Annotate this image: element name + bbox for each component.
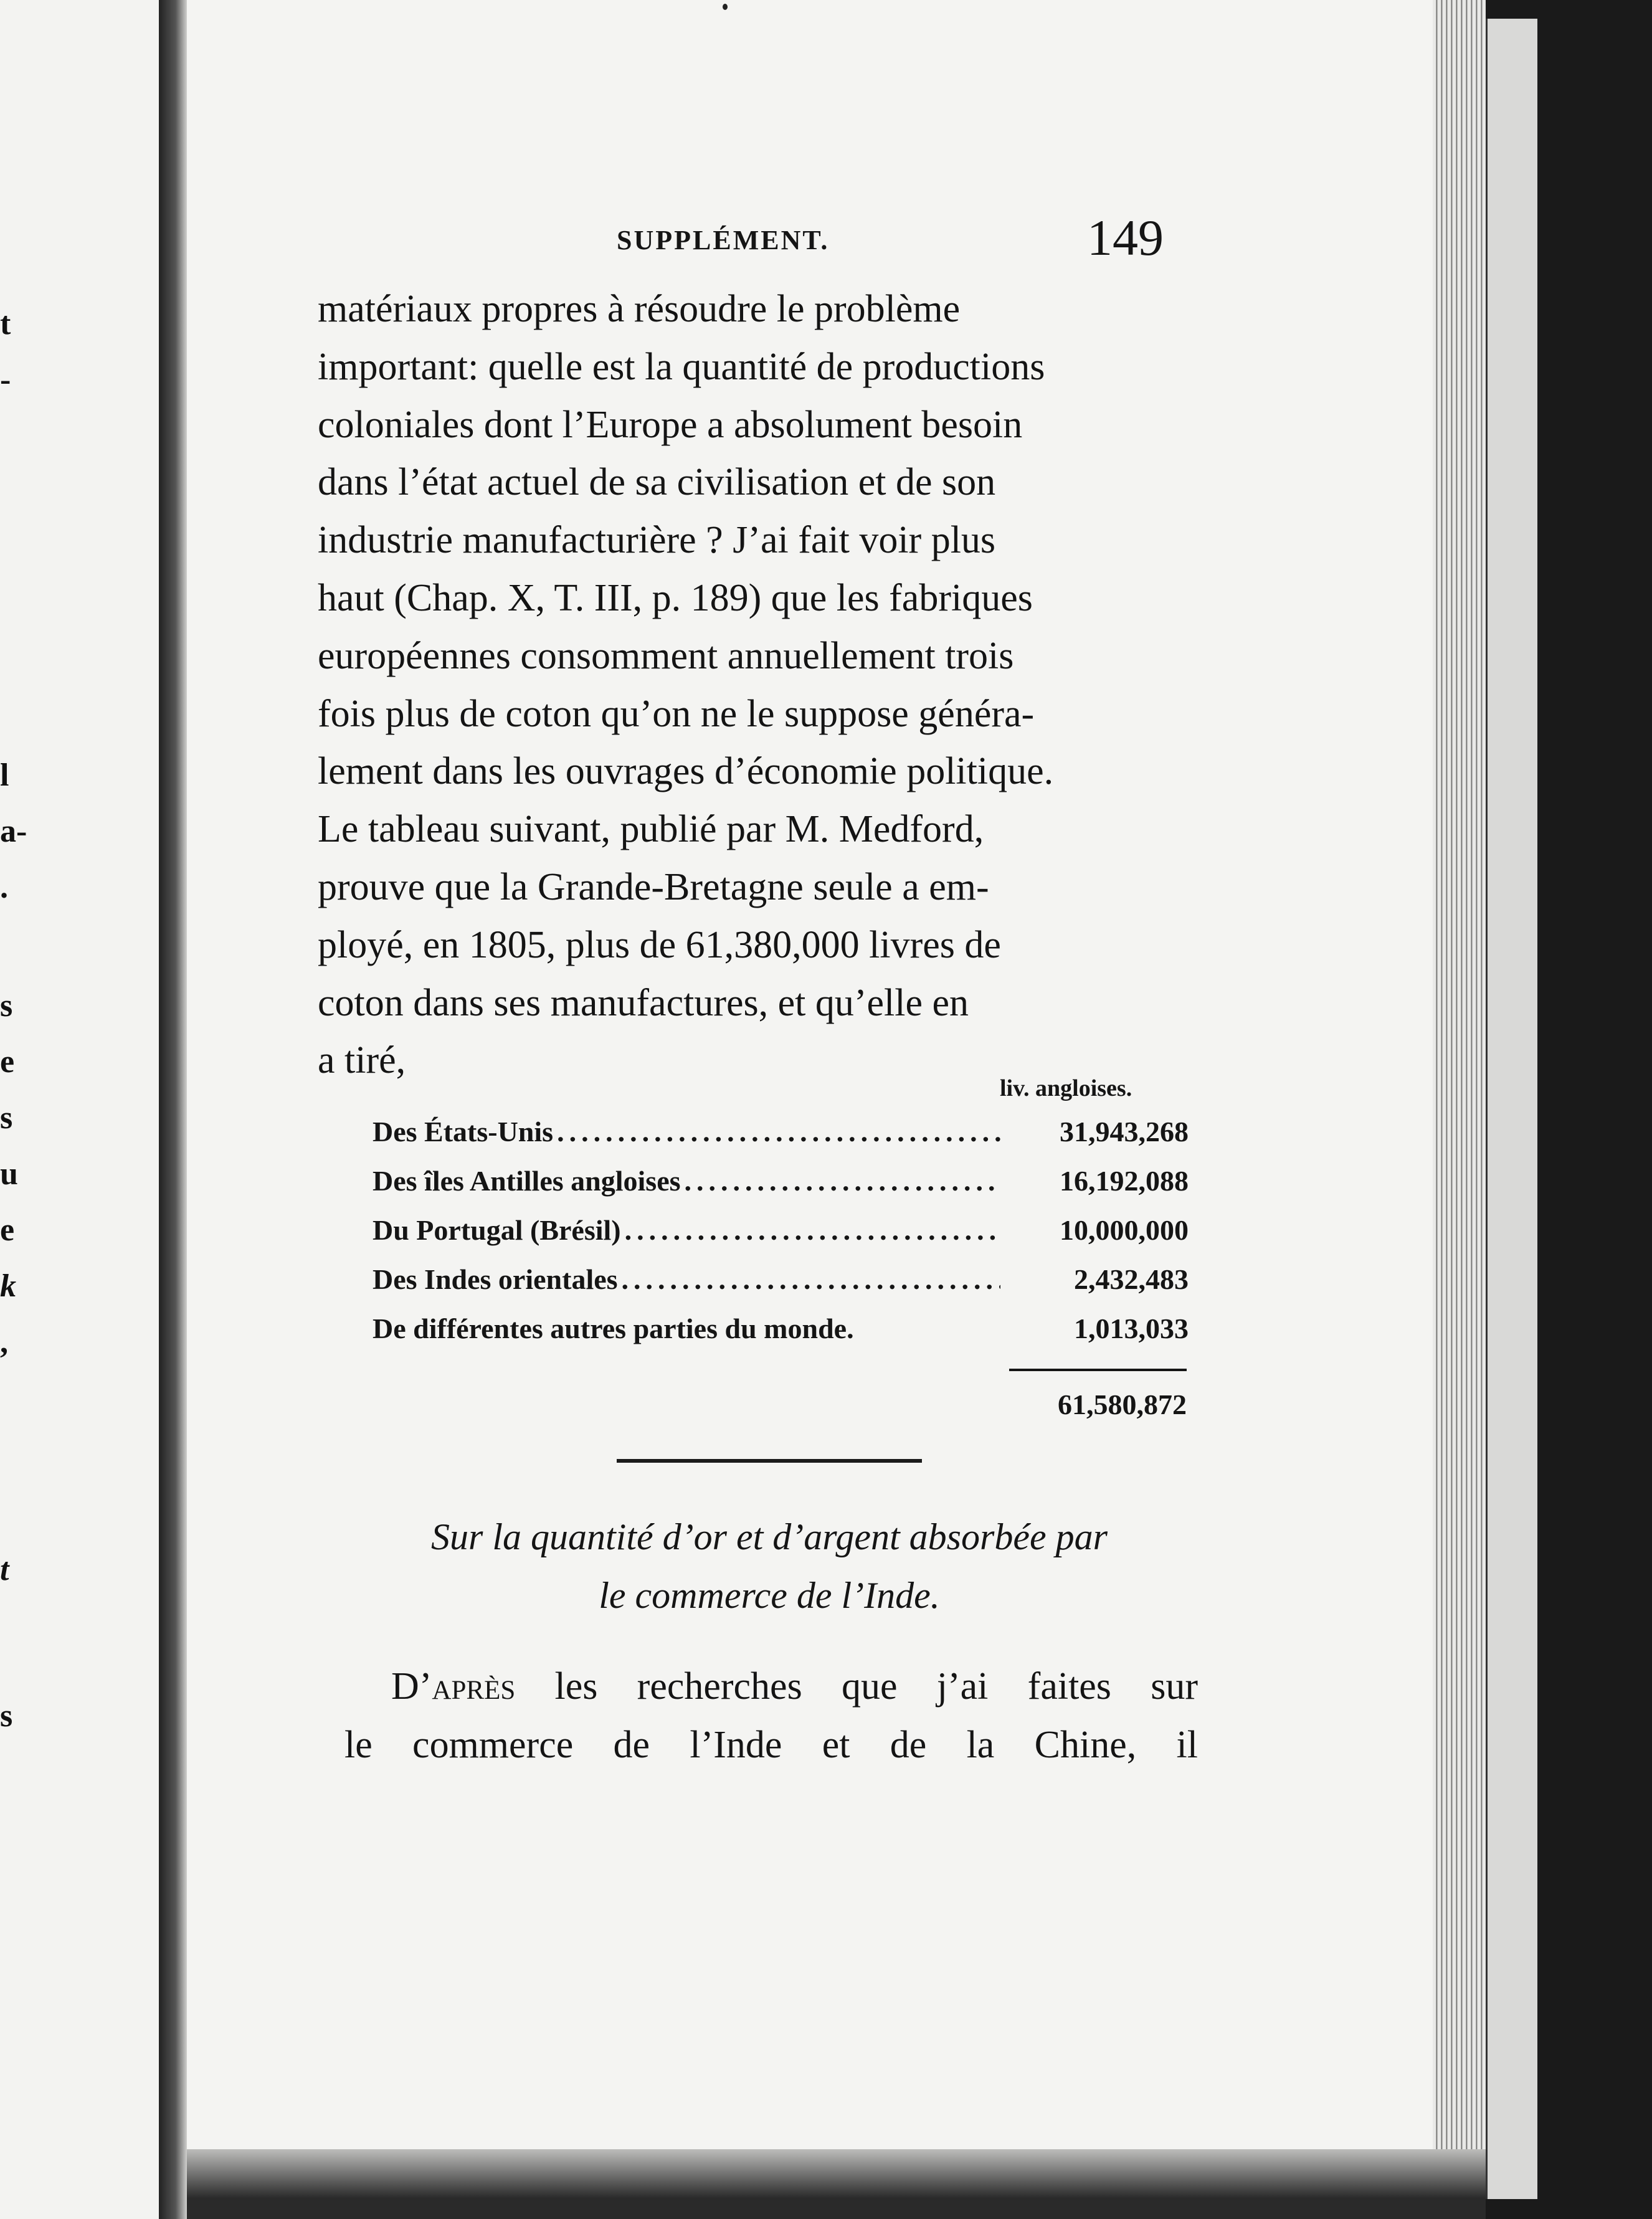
ink-speck (723, 4, 728, 10)
margin-letter: k (0, 1268, 16, 1304)
body-line: industrie manufacturière ? J’ai fait voir plus (318, 519, 996, 562)
margin-letter: e (0, 1212, 15, 1248)
margin-letter: s (0, 1100, 13, 1136)
margin-letter: l (0, 758, 9, 793)
body-line: important: quelle est la quantité de productions (318, 345, 1045, 388)
row-value: 16,192,088 (1060, 1165, 1189, 1197)
heading-line: le commerce de l’Inde. (599, 1575, 940, 1616)
book-gutter (159, 0, 187, 2219)
row-label: Des îles Antilles angloises (373, 1165, 681, 1197)
heading-line: Sur la quantité d’or et d’argent absorbée par (430, 1516, 1108, 1557)
row-value: 1,013,033 (1074, 1313, 1189, 1344)
dot-leader (557, 1115, 1000, 1148)
row-label: Du Portugal (Brésil) (373, 1214, 621, 1246)
table-row (373, 1115, 1189, 1164)
row-value: 2,432,483 (1074, 1263, 1189, 1295)
row-value: 10,000,000 (1060, 1214, 1189, 1246)
body-line: ployé, en 1805, plus de 61,380,000 livres de (318, 923, 1001, 966)
body-paragraph (318, 280, 1174, 1090)
margin-letter: - (0, 362, 11, 397)
dot-leader (622, 1263, 1000, 1296)
body-line: haut (Chap. X, T. III, p. 189) que les fabriques (318, 576, 1033, 619)
body-line: a tiré, (318, 1039, 406, 1082)
margin-letter: u (0, 1156, 18, 1192)
paragraph-line: le commerce de l’Inde et de la Chine, il (344, 1724, 1198, 1766)
section-heading (336, 1508, 1202, 1625)
body-line: fois plus de coton qu’on ne le suppose généra- (318, 692, 1035, 735)
table-unit-header: liv. angloises. (1000, 1075, 1132, 1101)
bottom-shadow (187, 2149, 1486, 2219)
row-value: 31,943,268 (1060, 1116, 1189, 1148)
running-head: SUPPLÉMENT. (617, 225, 830, 255)
table-row (373, 1214, 1189, 1263)
table-row (373, 1312, 1189, 1361)
margin-letter: , (0, 1324, 8, 1360)
body-line: lement dans les ouvrages d’économie politique. (318, 750, 1054, 793)
margin-letter: t (0, 306, 11, 341)
body-line: européennes consomment annuellement trois (318, 634, 1014, 677)
body-line: matériaux propres à résoudre le problème (318, 288, 961, 330)
table-row (373, 1164, 1189, 1214)
page-edges (1433, 0, 1486, 2219)
row-label: Des Indes orientales (373, 1263, 618, 1295)
table-row (373, 1263, 1189, 1312)
margin-letter: . (0, 870, 8, 905)
paragraph-two (344, 1657, 1198, 1774)
body-line: Le tableau suivant, publié par M. Medford, (318, 808, 984, 851)
row-label: Des États-Unis (373, 1116, 554, 1148)
page-number: 149 (1087, 209, 1164, 266)
dot-leader (685, 1164, 1000, 1197)
body-line: coloniales dont l’Europe a absolument besoin (318, 403, 1023, 446)
book-cover-edge (1486, 19, 1537, 2199)
margin-letter: t (0, 1552, 9, 1587)
section-divider (617, 1459, 922, 1463)
body-line: prouve que la Grande-Bretagne seule a em- (318, 865, 989, 908)
paragraph-line: les recherches que j’ai faites sur (515, 1665, 1198, 1708)
body-line: coton dans ses manufactures, et qu’elle en (318, 981, 969, 1024)
body-line: dans l’état actuel de sa civilisation et de son (318, 461, 996, 504)
margin-letter: a- (0, 814, 27, 849)
dot-leader (625, 1214, 1000, 1247)
left-facing-page (0, 0, 163, 2219)
margin-letter: s (0, 1698, 13, 1734)
sum-rule (1009, 1369, 1187, 1371)
table-total: 61,580,872 (1058, 1389, 1187, 1420)
cotton-import-table (373, 1115, 1189, 1361)
margin-letter: s (0, 988, 13, 1024)
opening-word: D’après (391, 1665, 516, 1708)
row-label: De différentes autres parties du monde. (373, 1313, 854, 1344)
margin-letter: e (0, 1044, 15, 1080)
